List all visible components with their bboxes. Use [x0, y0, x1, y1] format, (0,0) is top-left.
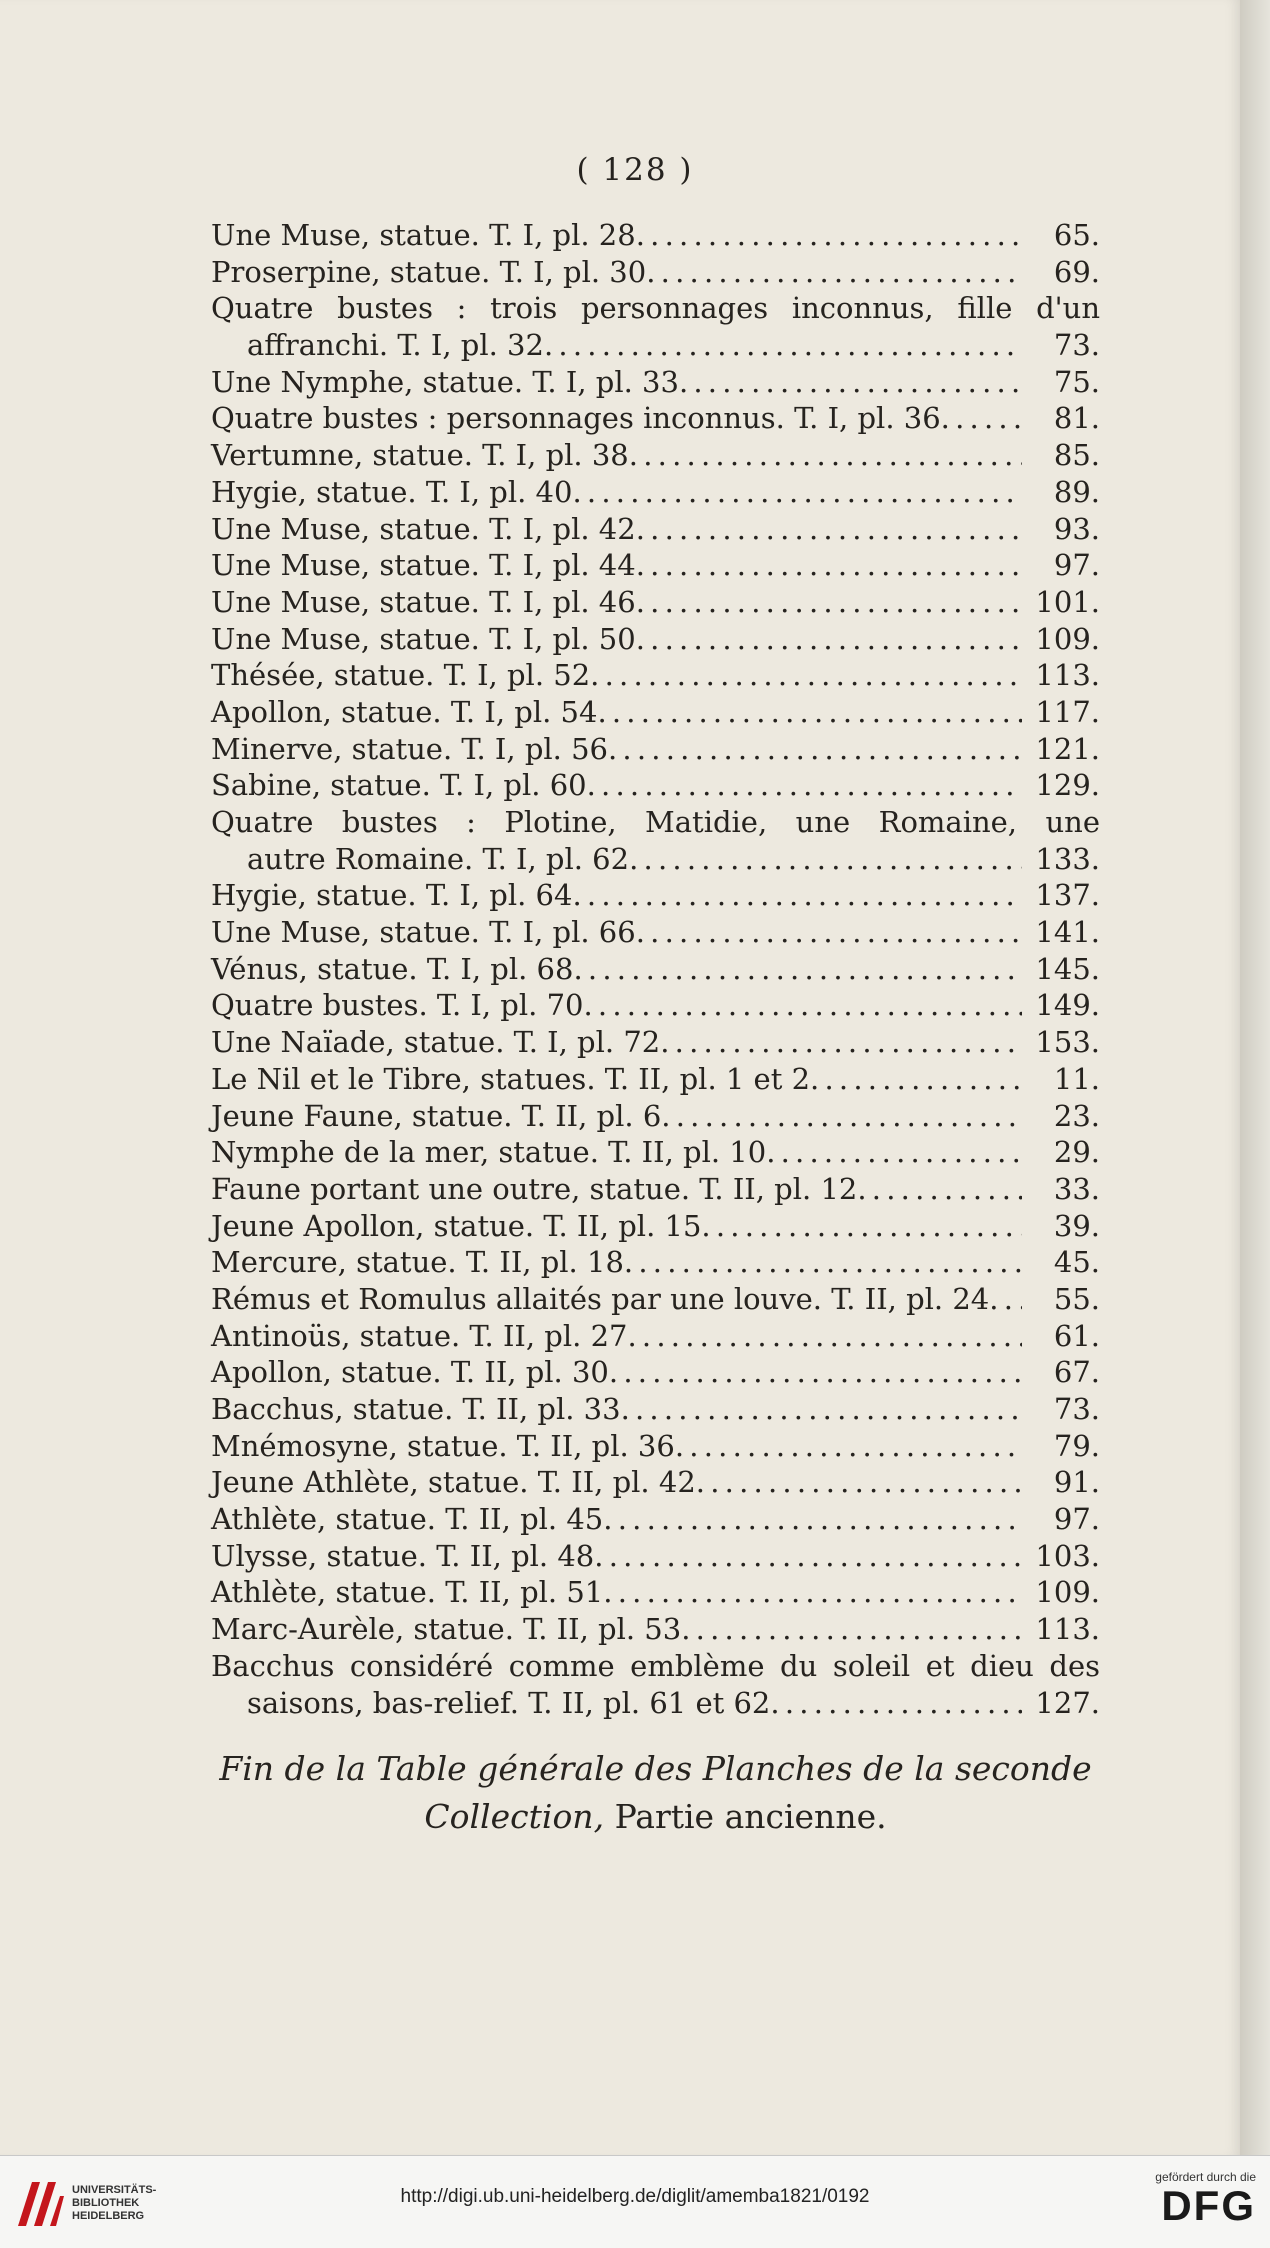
- toc-entry-title: Rémus et Romulus allaités par une louve. T. II, pl. 24: [211, 1281, 990, 1316]
- toc-entry: [211, 1244, 1100, 1281]
- toc-entry-page: 55.: [1053, 1281, 1100, 1316]
- toc-entry: [211, 1061, 1100, 1098]
- toc-entry: [211, 1354, 1100, 1391]
- toc-entry-title: Mercure, statue. T. II, pl. 18: [211, 1245, 624, 1280]
- toc-entry-line: Quatre bustes : trois personnages inconnus, fille d'un: [211, 291, 1100, 326]
- leader-dots: [636, 547, 1022, 584]
- toc-entry-page: 113.: [1035, 658, 1100, 693]
- toc-entry-title: autre Romaine. T. I, pl. 62: [247, 841, 630, 876]
- leader-dots: [857, 1171, 1022, 1208]
- toc-entry-title: affranchi. T. I, pl. 32: [247, 328, 544, 363]
- toc-entry-page: 29.: [1053, 1135, 1100, 1170]
- toc-entry-title: Faune portant une outre, statue. T. II, pl. 12: [211, 1171, 858, 1206]
- toc-entry-page: 103.: [1035, 1538, 1100, 1573]
- toc-entry-title: Hygie, statue. T. I, pl. 40: [211, 474, 573, 509]
- toc-entry-title: Quatre bustes. T. I, pl. 70: [211, 988, 584, 1023]
- toc-entry-page: 61.: [1053, 1318, 1100, 1353]
- toc-entry: [211, 1208, 1100, 1245]
- toc-entry-title: Une Muse, statue. T. I, pl. 50: [211, 621, 636, 656]
- toc-entry: [211, 1574, 1100, 1611]
- toc-entry: [211, 1024, 1100, 1061]
- toc-entry-title: Jeune Athlète, statue. T. II, pl. 42: [211, 1465, 696, 1500]
- toc-entry-title: Thésée, statue. T. I, pl. 52: [211, 658, 591, 693]
- toc-entry-page: 67.: [1053, 1355, 1100, 1390]
- leader-dots: [679, 364, 1022, 401]
- leader-dots: [696, 1464, 1022, 1501]
- toc-entry-page: 69.: [1053, 254, 1100, 289]
- toc-entry-page: 127.: [1035, 1685, 1100, 1720]
- toc-entry-title: Marc-Aurèle, statue. T. II, pl. 53: [211, 1612, 682, 1647]
- toc-entry: [211, 1281, 1100, 1318]
- leader-dots: [681, 1611, 1022, 1648]
- toc-entry-page: 75.: [1053, 364, 1100, 399]
- toc-entry: [211, 474, 1100, 511]
- toc-entry-title: Le Nil et le Tibre, statues. T. II, pl. 1 et 2: [211, 1061, 811, 1096]
- toc-entry: [211, 1391, 1100, 1428]
- toc-entry: [211, 547, 1100, 584]
- toc-entry-page: 149.: [1035, 988, 1100, 1023]
- toc-entry: [211, 1098, 1100, 1135]
- toc-entry: [211, 364, 1100, 401]
- toc-entry-line: Bacchus considéré comme emblème du soleil et dieu des: [211, 1648, 1100, 1683]
- leader-dots: [590, 657, 1022, 694]
- toc-entry: [211, 621, 1100, 658]
- toc-entry: [211, 951, 1100, 988]
- toc-entry-title: Une Muse, statue. T. I, pl. 42: [211, 511, 636, 546]
- toc-entry-page: 109.: [1035, 1575, 1100, 1610]
- leader-dots: [544, 327, 1022, 364]
- viewer-footer: [0, 2155, 1270, 2248]
- toc-entry: [211, 400, 1100, 437]
- leader-dots: [572, 877, 1022, 914]
- toc-entry-title: Apollon, statue. T. I, pl. 54: [211, 694, 598, 729]
- leader-dots: [646, 254, 1022, 291]
- toc-entry: [211, 1464, 1100, 1501]
- toc-entry-page: 133.: [1035, 841, 1100, 876]
- toc-entry-page: 89.: [1053, 474, 1100, 509]
- toc-entry-page: 145.: [1035, 951, 1100, 986]
- page-edge: [1240, 0, 1270, 2155]
- toc-entry: [211, 511, 1100, 548]
- toc-entry: [211, 987, 1100, 1024]
- toc-entry-title: Une Nymphe, statue. T. I, pl. 33: [211, 364, 679, 399]
- toc-entry: [211, 657, 1100, 694]
- toc-entry: [211, 1538, 1100, 1575]
- toc-entry: [211, 731, 1100, 768]
- toc-entry-title: Une Muse, statue. T. I, pl. 66: [211, 915, 636, 950]
- toc-entry: [211, 914, 1100, 951]
- toc-entry-page: 73.: [1053, 1392, 1100, 1426]
- leader-dots: [941, 400, 1022, 437]
- leader-dots: [636, 511, 1022, 548]
- leader-dots: [629, 841, 1022, 878]
- toc-entry-page: 33.: [1053, 1171, 1100, 1206]
- toc-entry: [211, 1134, 1100, 1171]
- toc-entry-page: 39.: [1053, 1208, 1100, 1243]
- leader-dots: [636, 584, 1022, 621]
- toc-entry-title: Une Muse, statue. T. I, pl. 46: [211, 584, 636, 619]
- leader-dots: [594, 1538, 1022, 1575]
- toc-entry-line: Quatre bustes : Plotine, Matidie, une Romaine, une: [211, 805, 1100, 839]
- toc-entry-title: Vertumne, statue. T. I, pl. 38: [211, 438, 629, 473]
- toc-entry-page: 81.: [1053, 401, 1100, 436]
- toc-entry-page: 91.: [1053, 1465, 1100, 1500]
- toc-entry-page: 65.: [1053, 218, 1100, 252]
- toc-entry: [211, 1318, 1100, 1355]
- closing-note: [211, 1745, 1100, 1841]
- toc-entry-page: 129.: [1035, 768, 1100, 803]
- toc-entry-page: 121.: [1035, 731, 1100, 766]
- toc-entry-page: 101.: [1035, 584, 1100, 619]
- toc-entry-title: Ulysse, statue. T. II, pl. 48: [211, 1538, 595, 1573]
- toc-entry-title: Bacchus, statue. T. II, pl. 33: [211, 1392, 621, 1426]
- toc-entry-title: Nymphe de la mer, statue. T. II, pl. 10: [211, 1135, 767, 1170]
- toc-entry-page: 113.: [1035, 1612, 1100, 1647]
- toc-entry-title: Vénus, statue. T. I, pl. 68: [211, 951, 574, 986]
- toc-entry: [211, 437, 1100, 474]
- leader-dots: [573, 951, 1022, 988]
- toc-entry: [211, 584, 1100, 621]
- leader-dots: [608, 731, 1022, 768]
- toc-entry: [211, 1685, 1100, 1722]
- leader-dots: [661, 1098, 1022, 1135]
- leader-dots: [572, 474, 1022, 511]
- toc-entry-title: Une Muse, statue. T. I, pl. 28: [211, 218, 636, 252]
- leader-dots: [701, 1208, 1022, 1245]
- toc-entry-title: Minerve, statue. T. I, pl. 56: [211, 731, 608, 766]
- toc-entry-title: Une Muse, statue. T. I, pl. 44: [211, 548, 636, 583]
- toc-entry-page: 73.: [1053, 328, 1100, 363]
- toc-entry-page: 93.: [1053, 511, 1100, 546]
- toc-entry: [211, 1428, 1100, 1465]
- leader-dots: [627, 1318, 1022, 1355]
- leader-dots: [810, 1061, 1022, 1098]
- leader-dots: [621, 1391, 1022, 1428]
- toc-entry: [211, 254, 1100, 291]
- permalink-url[interactable]: http://digi.ub.uni-heidelberg.de/diglit/amemba1821/0192: [400, 2186, 870, 2207]
- leader-dots: [624, 1244, 1022, 1281]
- leader-dots: [636, 914, 1022, 951]
- leader-dots: [636, 217, 1022, 254]
- funding-notice[interactable]: [1126, 2170, 1256, 2228]
- toc-entry: [211, 694, 1100, 731]
- toc-entry-title: Jeune Apollon, statue. T. II, pl. 15: [211, 1208, 702, 1243]
- leader-dots: [989, 1281, 1022, 1318]
- toc-entry-title: Mnémosyne, statue. T. II, pl. 36: [211, 1428, 675, 1463]
- toc-entry-page: 141.: [1035, 915, 1100, 950]
- toc-entry-page: 11.: [1053, 1061, 1100, 1096]
- toc-entry-title: Une Naïade, statue. T. I, pl. 72: [211, 1025, 661, 1060]
- leader-dots: [675, 1428, 1022, 1465]
- toc-entry-page: 79.: [1053, 1428, 1100, 1463]
- closing-roman: Partie ancienne.: [614, 1797, 887, 1836]
- toc-entry-title: Antinoüs, statue. T. II, pl. 27: [211, 1318, 628, 1353]
- leader-dots: [636, 621, 1022, 658]
- toc-entry-page: 97.: [1053, 1502, 1100, 1537]
- leader-dots: [770, 1685, 1022, 1722]
- leader-dots: [660, 1024, 1022, 1061]
- dfg-logo: DFG: [1161, 2182, 1256, 2229]
- toc-entry-title: Sabine, statue. T. I, pl. 60: [211, 768, 587, 803]
- toc-entry-page: 117.: [1035, 694, 1100, 729]
- toc-entry-page: 109.: [1035, 621, 1100, 656]
- toc-entry-title: Apollon, statue. T. II, pl. 30: [211, 1355, 609, 1390]
- leader-dots: [587, 767, 1022, 804]
- toc-entry: [211, 1171, 1100, 1208]
- toc-entry-title: Athlète, statue. T. II, pl. 51: [211, 1575, 604, 1610]
- toc-entry-title: saisons, bas-relief. T. II, pl. 61 et 62: [247, 1685, 771, 1720]
- toc-entry: [211, 877, 1100, 914]
- leader-dots: [609, 1354, 1022, 1391]
- toc-entry-page: 97.: [1053, 548, 1100, 583]
- funding-label: gefördert durch die: [1155, 2170, 1256, 2184]
- toc-entry-page: 137.: [1035, 878, 1100, 913]
- toc-entry: [211, 1501, 1100, 1538]
- leader-dots: [583, 987, 1022, 1024]
- toc-entry-title: Hygie, statue. T. I, pl. 64: [211, 878, 573, 913]
- leader-dots: [629, 437, 1022, 474]
- leader-dots: [597, 694, 1022, 731]
- toc-entry: [211, 327, 1100, 364]
- toc-entry: [211, 217, 1100, 254]
- toc-entry-title: Proserpine, statue. T. I, pl. 30: [211, 254, 647, 289]
- leader-dots: [766, 1134, 1022, 1171]
- leader-dots: [603, 1574, 1022, 1611]
- toc-entry-title: Quatre bustes : personnages inconnus. T. I, pl. 36: [211, 401, 941, 436]
- table-of-plates: [211, 217, 1100, 1721]
- toc-entry: [211, 841, 1100, 878]
- library-name: UNIVERSITÄTS- BIBLIOTHEK HEIDELBERG: [72, 2184, 157, 2222]
- toc-entry-page: 23.: [1053, 1098, 1100, 1133]
- toc-entry-title: Athlète, statue. T. II, pl. 45: [211, 1502, 604, 1537]
- leader-dots: [603, 1501, 1022, 1538]
- toc-entry: [211, 1611, 1100, 1648]
- toc-entry: [211, 767, 1100, 804]
- page-number: ( 128 ): [576, 152, 694, 188]
- toc-entry-page: 85.: [1053, 438, 1100, 473]
- toc-entry-title: Jeune Faune, statue. T. II, pl. 6: [211, 1098, 662, 1133]
- toc-entry-page: 45.: [1053, 1245, 1100, 1280]
- closing-italic: Fin de la Table générale des Planches de la seconde Collection,: [219, 1749, 1092, 1836]
- toc-entry-page: 153.: [1035, 1025, 1100, 1060]
